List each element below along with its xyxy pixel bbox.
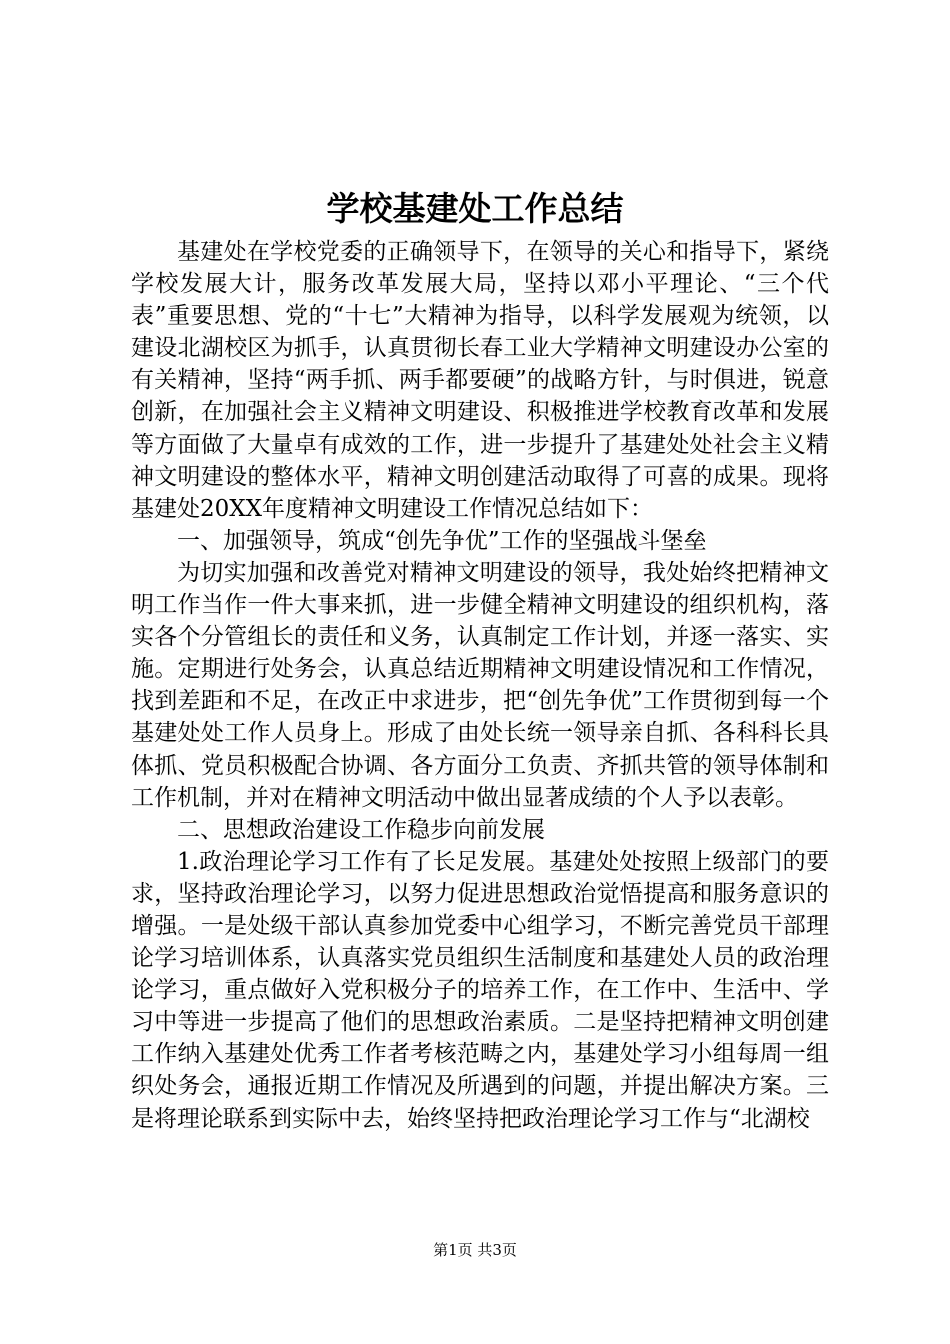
document-body bbox=[131, 236, 829, 1135]
section-heading-2: 二、思想政治建设工作稳步向前发展 bbox=[177, 816, 545, 843]
page-footer: 第1页 共3页 bbox=[433, 1241, 517, 1259]
section-2-paragraph: 1.政治理论学习工作有了长足发展。基建处处按照上级部门的要求，坚持政治理论学习，以努力促进思想政治觉悟提高和服务意识的增强。一是处级干部认真参加党委中心组学习，不断完善党员干部理论学习培训体系，认真落实党员组织生活制度和基建处人员的政治理论学习，重点做好入党积极分子的培养工作，在工作中、生活中、学习中等进一步提高了他们的思想政治素质。二是坚持把精神文明创建工作纳入基建处优秀工作者考核范畴之内，基建处学习小组每周一组织处务会，通报近期工作情况及所遇到的问题，并提出解决方案。三是将理论联系到实际中去，始终坚持把政治理论学习工作与“北湖校 bbox=[131, 848, 829, 1132]
intro-paragraph: 基建处在学校党委的正确领导下，在领导的关心和指导下，紧绕学校发展大计，服务改革发展大局，坚持以邓小平理论、“三个代表”重要思想、党的“十七”大精神为指导，以科学发展观为统领，以建设北湖校区为抓手，认真贯彻长春工业大学精神文明建设办公室的有关精神，坚持“两手抓、两手都要硬”的战略方针，与时俱进，锐意创新，在加强社会主义精神文明建设、积极推进学校教育改革和发展等方面做了大量卓有成效的工作，进一步提升了基建处处社会主义精神文明建设的整体水平，精神文明创建活动取得了可喜的成果。现将基建处20XX年度精神文明建设工作情况总结如下： bbox=[131, 239, 829, 522]
document-title: 学校基建处工作总结 bbox=[326, 189, 624, 228]
section-1-paragraph: 为切实加强和改善党对精神文明建设的领导，我处始终把精神文明工作当作一件大事来抓，进一步健全精神文明建设的组织机构，落实各个分管组长的责任和义务，认真制定工作计划，并逐一落实、实施。定期进行处务会，认真总结近期精神文明建设情况和工作情况，找到差距和不足，在改正中求进步，把“创先争优”工作贯彻到每一个基建处处工作人员身上。形成了由处长统一领导亲自抓、各科科长具体抓、党员积极配合协调、各方面分工负责、齐抓共管的领导体制和工作机制，并对在精神文明活动中做出显著成绩的个人予以表彰。 bbox=[131, 559, 829, 811]
section-heading-1: 一、加强领导，筑成“创先争优”工作的坚强战斗堡垒 bbox=[177, 527, 707, 554]
